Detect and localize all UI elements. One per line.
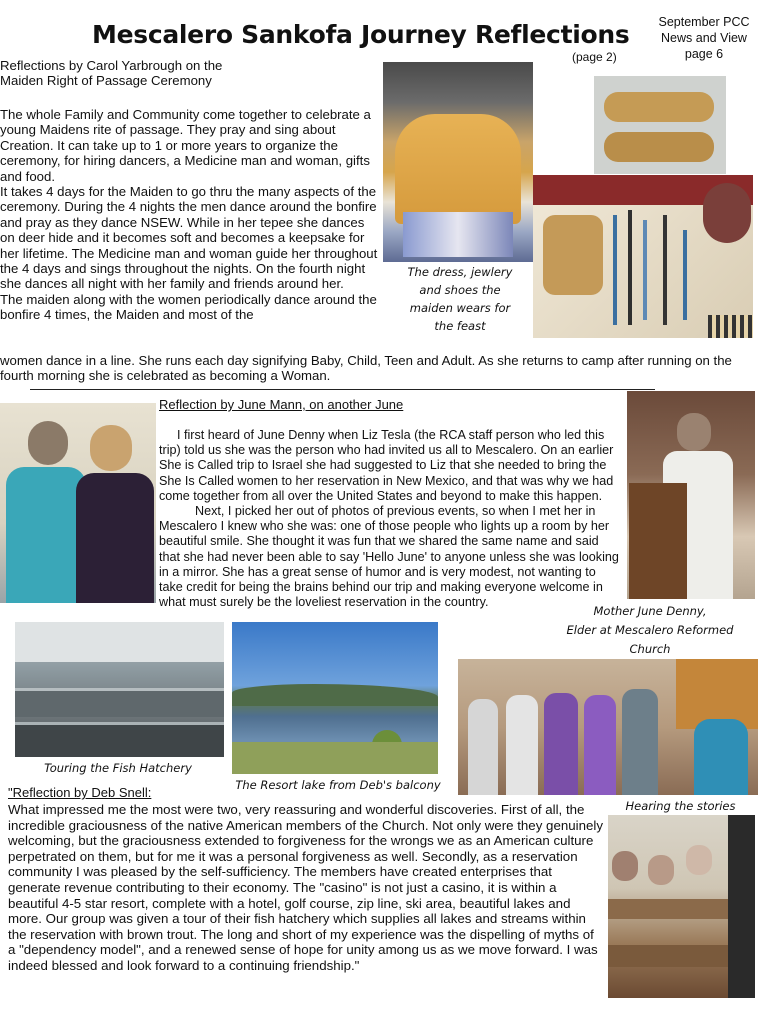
listener-1-head (612, 851, 638, 881)
dress-caption-line-1: The dress, jewlery (407, 265, 513, 279)
storyteller-5 (622, 689, 658, 795)
masthead-line-2: News and View (661, 31, 747, 45)
page-note: (page 2) (572, 50, 617, 64)
june-paragraph-2: Next, I picked her out of photos of previous events, so when I met her in Mescalero I knew who she was: one of those people who lights up a room by her beautiful smile. She thought it was fun that we shared the same name and said that she had never been able to say 'Hello June' to anyone unless she was looking in a mirror. She has a great sense of humor and is very modest, not wanting to take credit for being the brains behind our trip and making everyone welcome in what must surely be the loveliest reservation in the country. (159, 504, 619, 610)
carol-article (0, 107, 382, 323)
dress-fringe (403, 212, 513, 257)
june-denny-caption-line-1: Mother June Denny, (593, 604, 707, 618)
woman-1-shirt (6, 467, 86, 603)
carol-paragraph-fullwidth: women dance in a line. She runs each day signifying Baby, Child, Teen and Adult. As she returns to camp after running on the fourth morning she is celebrated as becoming a Woman. (0, 353, 732, 384)
june-denny-caption-line-2: Elder at Mescalero Reformed Church (566, 623, 734, 656)
bead-strand-2 (628, 210, 632, 325)
masthead (648, 14, 760, 62)
moccasin-bottom (604, 132, 714, 162)
carol-paragraph-1: The whole Family and Community come together to celebrate a young Maidens rite of passage. They pray and sing about Creation. It can take up to 1 or more years to organize the ceremony, for hiring dancers, a Medicine man and woman, gifts and food. (0, 107, 371, 184)
masthead-line-3: page 6 (684, 47, 724, 61)
section-divider (30, 389, 655, 390)
lectern (629, 483, 687, 599)
listener-3-head (686, 845, 712, 875)
two-women-photo (0, 403, 156, 603)
dress-caption-line-4: the feast (434, 319, 486, 333)
woman-2-head (90, 425, 132, 471)
dress-caption (402, 263, 518, 335)
jewelry-moccasin (543, 215, 603, 295)
june-denny-photo (627, 391, 755, 599)
church-pews-photo (608, 815, 755, 998)
june-denny-head (677, 413, 711, 451)
dress-caption-line-2: and shoes the (419, 283, 501, 297)
bead-strand-5 (683, 230, 687, 320)
storyteller-3 (544, 693, 578, 795)
carol-byline (0, 58, 380, 89)
carol-byline-line-2: Maiden Right of Passage Ceremony (0, 73, 212, 89)
lake-caption: The Resort lake from Deb's balcony (235, 778, 441, 792)
hatchery-tank-1 (15, 688, 224, 717)
woman-2-top (76, 473, 154, 603)
dress-caption-line-3: maiden wears for (409, 301, 511, 315)
lake-mountains (232, 684, 438, 706)
dress-shape (395, 114, 521, 224)
deb-paragraph: What impressed me the most were two, very reassuring and wonderful discoveries. First of all, the incredible graciousness of the native American members of the Church. Not only were they genuinely welcoming, but the graciousness extended to forgiveness for the wrongs we as an American culture perpetrated on them, but for me it was a personal forgiveness as well. Secondly, as a reservation community I was pleased by the self-sufficiency. The members have created enterprises that generate revenue contributing to their economy. The "casino" is not just a casino, it is within a beautiful 4-5 star resort, complete with a hotel, golf course, zip line, ski area, beautiful lakes and more. Our group was given a tour of their fish hatchery which supplies all lakes and streams within the reservation with brown trout. The long and short of my experience was the dispelling of myths of a "dependency model", and a renewed sense of hope for unity among us as we move forward. I was indeed blessed and look forward to a continuing friendship." (8, 802, 603, 973)
resort-lake-photo (232, 622, 438, 774)
lake-shore (232, 742, 438, 774)
dress-photo (383, 62, 533, 262)
carol-byline-line-1: Reflections by Carol Yarbrough on the (0, 58, 223, 73)
june-article (159, 428, 623, 610)
hatchery-caption: Touring the Fish Hatchery (44, 761, 192, 775)
storyteller-6 (694, 719, 748, 795)
bead-strand-4 (663, 215, 667, 325)
storyteller-2 (506, 695, 538, 795)
stories-caption: Hearing the stories (625, 799, 736, 813)
woman-1-head (28, 421, 68, 465)
page-title: Mescalero Sankofa Journey Reflections (92, 20, 630, 49)
storyteller-1 (468, 699, 498, 795)
moccasins-photo (594, 76, 726, 174)
fish-hatchery-photo (15, 622, 224, 757)
moccasin-top (604, 92, 714, 122)
carol-paragraph-2: It takes 4 days for the Maiden to go thru the many aspects of the ceremony. During the 4 nights the men dance around the bonfire and pray as they dance NSEW. While in her tepee she dances on deer hide and it becomes soft and becomes a keepsake for her lifetime. The Medicine man and woman guide her throughout the 4 days and sings throughout the nights. On the fourth night she dances all night with her family and friends around her. (0, 184, 378, 292)
deb-heading: "Reflection by Deb Snell: (8, 785, 152, 800)
hearing-stories-photo (458, 659, 758, 795)
listener-2-head (648, 855, 674, 885)
jewelry-blanket (708, 315, 753, 338)
hatchery-tank-2 (15, 722, 224, 757)
june-paragraph-1: I first heard of June Denny when Liz Tesla (the RCA staff person who led this trip) told us she was the person who had invited us all to Mescalero. On an earlier She is Called trip to Israel she had suggested to Liz that she needed to bring the She Is Called women to her reservation in New Mexico, and that was why we had come together from all over the United States and beyond to make this happen. (159, 428, 614, 503)
pew-shadow (728, 815, 755, 998)
storyteller-4 (584, 695, 616, 795)
carol-paragraph-3: The maiden along with the women periodically dance around the bonfire 4 times, the Maiden and most of the (0, 291, 377, 323)
june-heading: Reflection by June Mann, on another June (159, 397, 404, 412)
hatchery-ceiling (15, 622, 224, 662)
bead-strand-1 (613, 215, 617, 325)
masthead-line-1: September PCC (658, 15, 750, 29)
bead-strand-3 (643, 220, 647, 320)
jewelry-basket (703, 183, 751, 243)
jewelry-photo (533, 175, 753, 338)
